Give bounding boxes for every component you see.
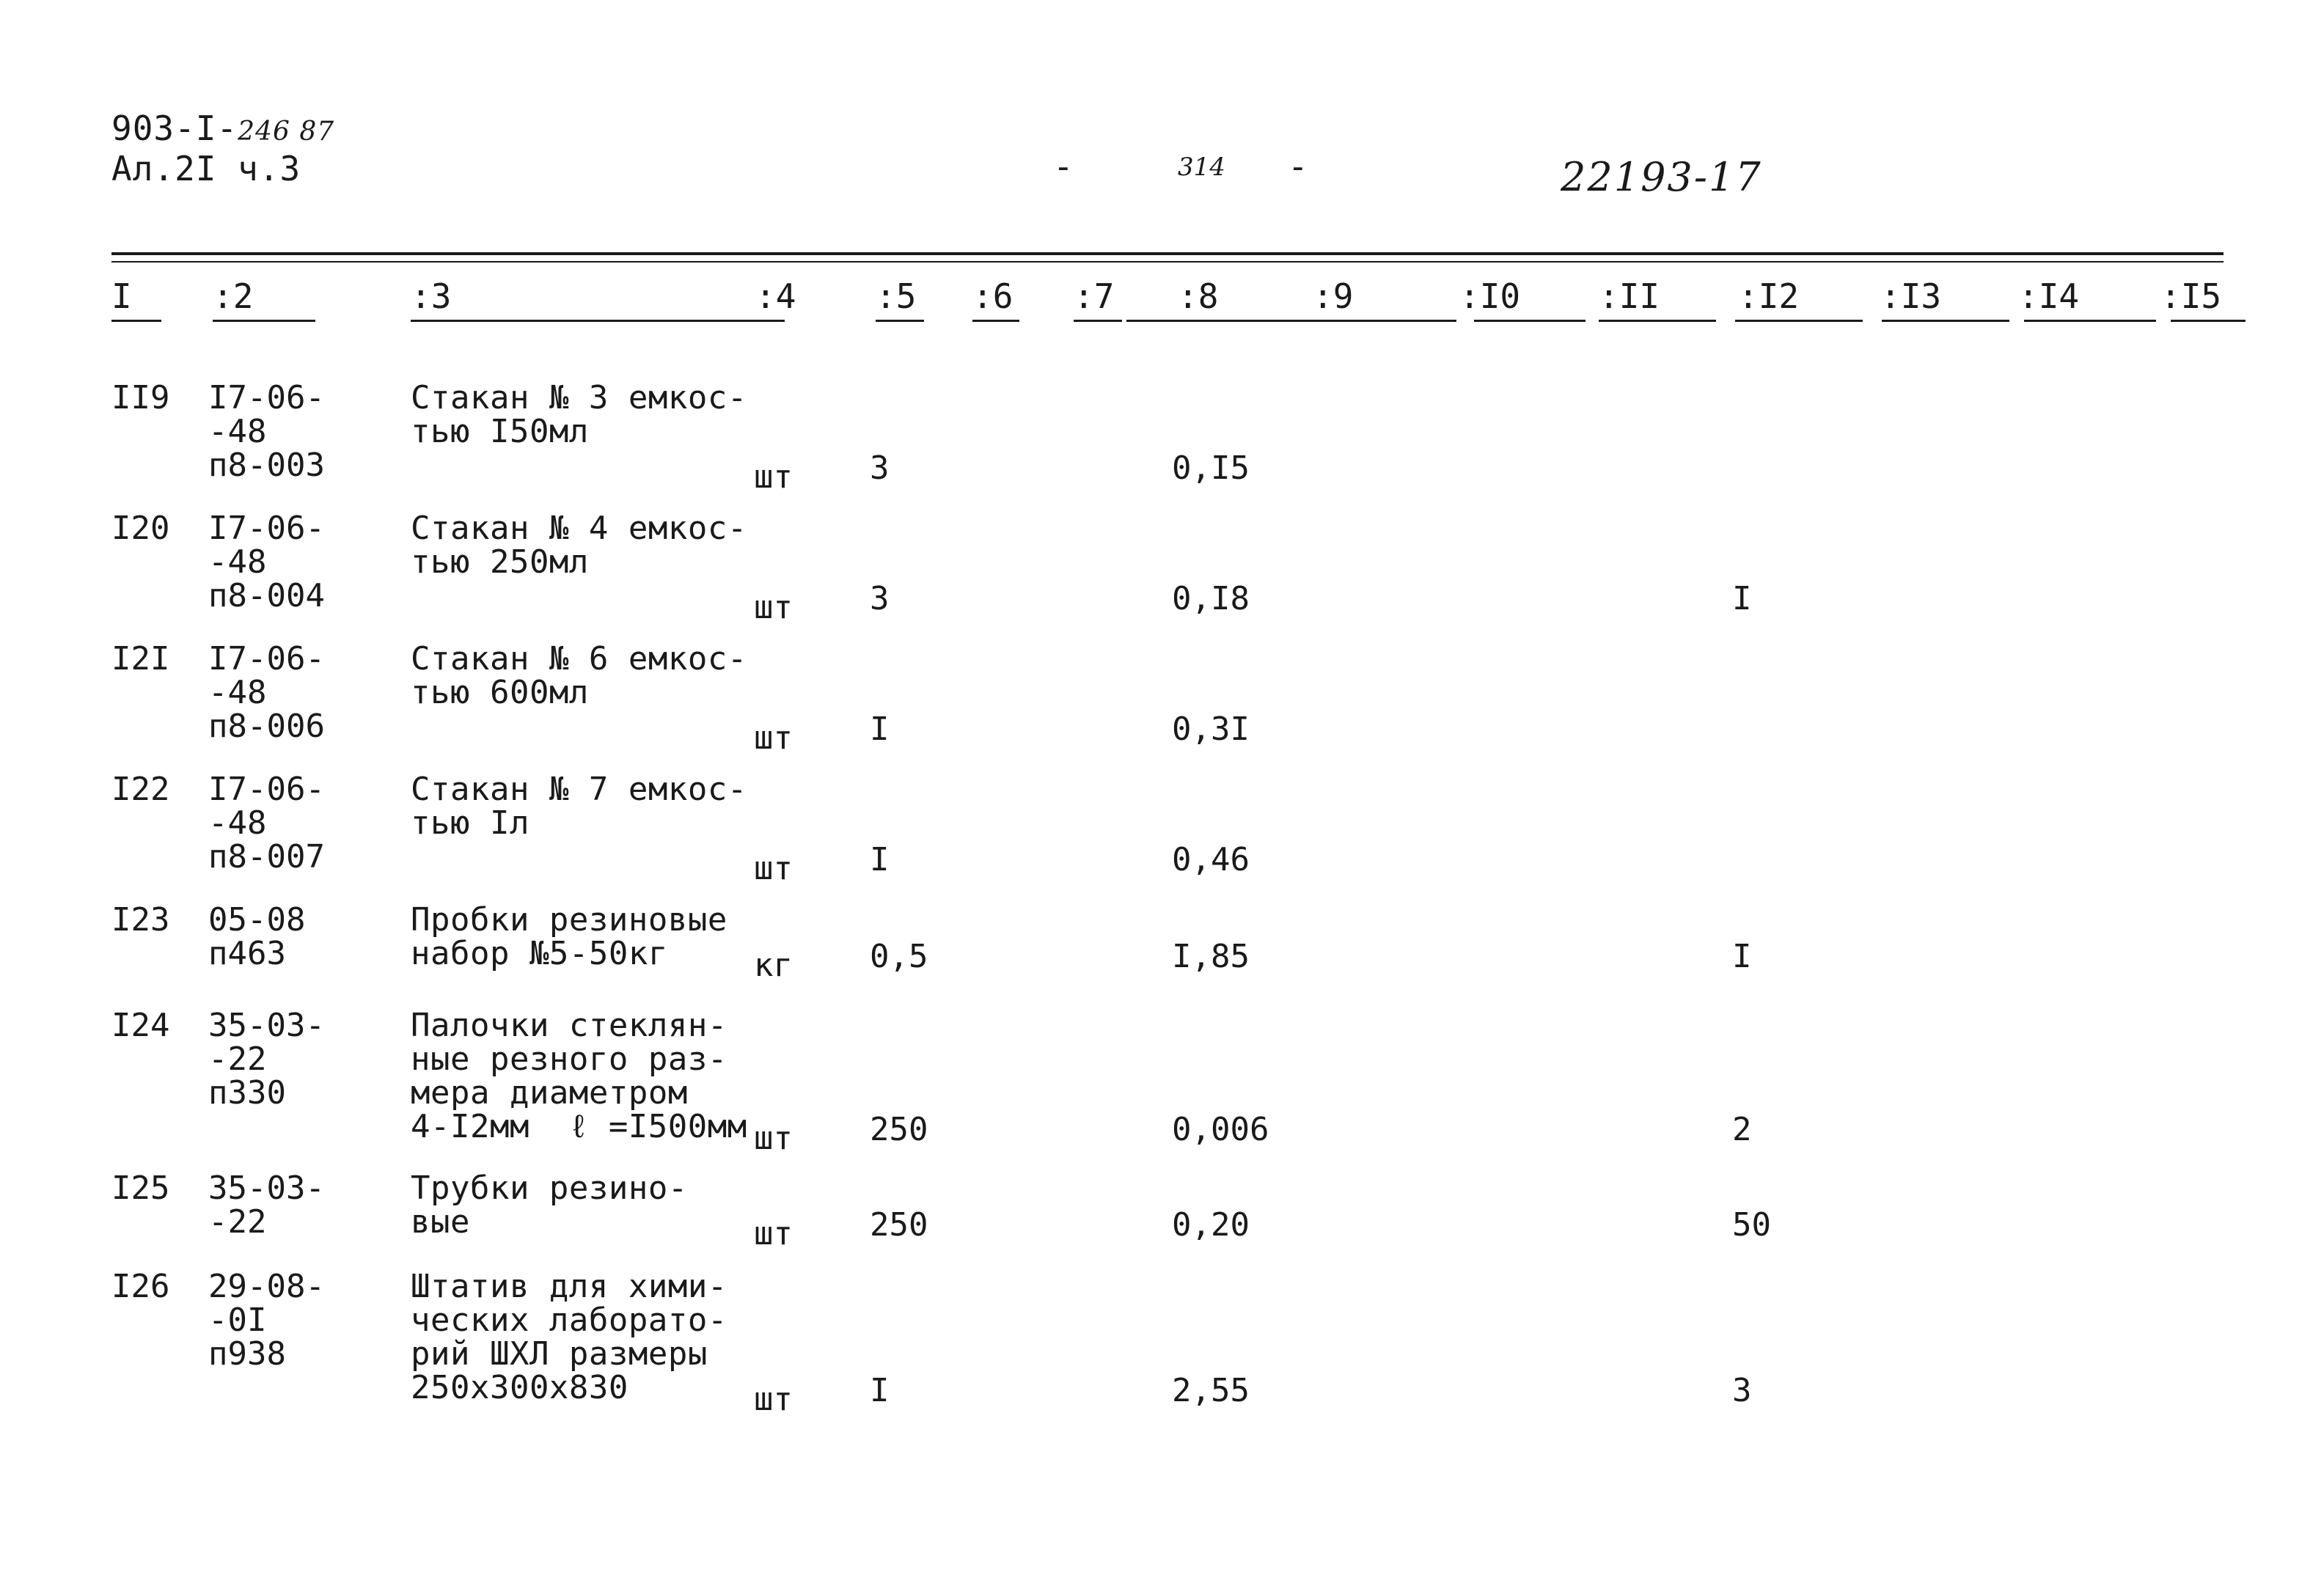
doc-code: 903-I- [111, 109, 238, 148]
column-header-underline [1126, 320, 1456, 322]
row-code: 29-08- -0I п938 [208, 1268, 325, 1373]
page-number: 314 [1178, 153, 1225, 182]
row-name: Штатив для хими- ческих лаборато- рий ШХЛ размеры 250х300х830 [411, 1268, 727, 1406]
column-header-underline [2171, 320, 2246, 322]
row-number: I20 [111, 510, 170, 547]
row-unit: шт [754, 850, 793, 887]
column-header-underline [1882, 320, 2009, 322]
row-number: I2I [111, 640, 170, 678]
row-unit: шт [754, 589, 793, 626]
doc-code-handwritten: 246 87 [238, 117, 335, 147]
column-header-6: :6 [972, 276, 1013, 316]
row-quantity: I [870, 711, 890, 748]
row-code: I7-06- -48 п8-003 [208, 379, 325, 484]
row-quantity: 3 [870, 449, 890, 487]
row-col12: 3 [1732, 1372, 1752, 1409]
row-price: 0,006 [1172, 1111, 1269, 1148]
page-dash-right: - [1288, 147, 1308, 186]
row-unit: кг [754, 947, 793, 984]
row-quantity: 0,5 [870, 938, 928, 975]
row-col12: 50 [1732, 1206, 1771, 1244]
row-code: 35-03- -22 п330 [208, 1007, 325, 1112]
row-name: Стакан № 6 емкос- тью 600мл [411, 640, 747, 711]
row-price: 0,20 [1172, 1206, 1250, 1244]
page-dash-left: - [1053, 147, 1074, 186]
row-number: I23 [111, 901, 170, 939]
row-price: 0,I8 [1172, 580, 1250, 617]
row-number: I26 [111, 1268, 170, 1305]
document-code [111, 110, 334, 187]
column-header-1: I [111, 276, 132, 316]
row-price: 0,3I [1172, 711, 1250, 748]
column-header-underline [876, 320, 924, 322]
row-name: Трубки резино- вые [411, 1170, 688, 1241]
row-price: 0,46 [1172, 841, 1250, 878]
row-price: 2,55 [1172, 1372, 1250, 1409]
row-code: I7-06- -48 п8-007 [208, 771, 325, 875]
header-rule [111, 252, 2224, 255]
row-quantity: 250 [870, 1206, 928, 1244]
column-header-5: :5 [876, 276, 917, 316]
row-name: Пробки резиновые набор №5-50кг [411, 901, 727, 972]
column-header-underline [411, 320, 785, 322]
row-quantity: I [870, 841, 890, 878]
column-header-underline [1474, 320, 1586, 322]
row-code: I7-06- -48 п8-006 [208, 640, 325, 745]
column-header-8: :8 [1178, 276, 1219, 316]
document-number: 22193-17 [1561, 154, 1762, 200]
row-code: 35-03- -22 [208, 1170, 325, 1241]
column-header-10: :I0 [1459, 276, 1521, 316]
column-header-underline [972, 320, 1019, 322]
row-unit: шт [754, 1215, 793, 1252]
row-col12: I [1732, 580, 1752, 617]
row-name: Стакан № 3 емкос- тью I50мл [411, 379, 747, 450]
row-unit: шт [754, 1120, 793, 1157]
column-header-underline [2024, 320, 2156, 322]
column-header-3: :3 [411, 276, 452, 316]
row-number: I25 [111, 1170, 170, 1207]
row-quantity: 250 [870, 1111, 928, 1148]
row-quantity: I [870, 1372, 890, 1409]
column-header-underline [213, 320, 315, 322]
row-name: Стакан № 4 емкос- тью 250мл [411, 510, 747, 581]
column-header-9: :9 [1313, 276, 1354, 316]
column-header-14: :I4 [2018, 276, 2080, 316]
column-header-underline [1599, 320, 1716, 322]
row-col12: I [1732, 938, 1752, 975]
column-header-underline [111, 320, 161, 322]
column-header-underline [1074, 320, 1122, 322]
column-header-15: :I5 [2160, 276, 2222, 316]
row-unit: шт [754, 1381, 793, 1418]
row-code: I7-06- -48 п8-004 [208, 510, 325, 614]
row-code: 05-08 п463 [208, 901, 306, 972]
row-number: I22 [111, 771, 170, 808]
row-unit: шт [754, 458, 793, 496]
header-rule-thin [111, 261, 2224, 263]
column-header-4: :4 [755, 276, 796, 316]
row-quantity: 3 [870, 580, 890, 617]
row-number: II9 [111, 379, 170, 416]
row-name: Стакан № 7 емкос- тью Iл [411, 771, 747, 842]
column-header-11: :II [1599, 276, 1660, 316]
row-number: I24 [111, 1007, 170, 1044]
column-header-7: :7 [1074, 276, 1115, 316]
row-name: Палочки стеклян- ные резного раз- мера диаметром 4-I2мм ℓ =I500мм [411, 1007, 747, 1145]
column-header-12: :I2 [1738, 276, 1800, 316]
sheet-reference: Ал.2I ч.3 [111, 149, 301, 188]
row-price: 0,I5 [1172, 449, 1250, 487]
row-col12: 2 [1732, 1111, 1752, 1148]
row-price: I,85 [1172, 938, 1250, 975]
row-unit: шт [754, 719, 793, 757]
column-header-2: :2 [213, 276, 254, 316]
column-header-underline [1735, 320, 1863, 322]
column-header-13: :I3 [1880, 276, 1942, 316]
